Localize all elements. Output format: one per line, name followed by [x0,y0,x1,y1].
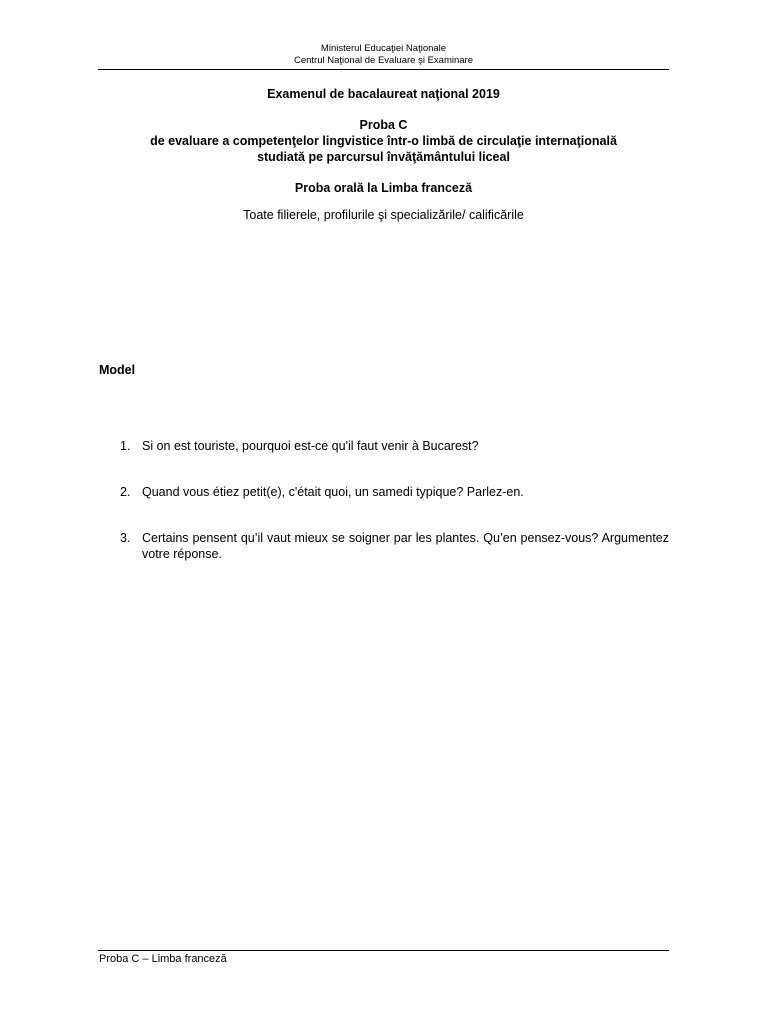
proba-name: Proba C [359,118,408,132]
footer-divider [98,950,669,951]
proba-title [98,117,669,165]
proba-description-line1: de evaluare a competenţelor lingvistice într-o limbă de circulaţie internaţională [150,134,617,148]
exam-name: Examenul de bacalaureat naţional 2019 [267,87,500,101]
question-item [99,484,669,500]
page-footer: Proba C – Limba franceză [99,953,227,965]
question-item [99,530,669,562]
question-number: 3. [120,531,131,545]
model-label: Model [99,363,136,377]
question-item [99,438,669,454]
question-text: Quand vous étiez petit(e), c'était quoi, un samedi typique? Parlez-en. [142,485,524,499]
header-divider [98,69,669,70]
scope-subtitle: Toate filierele, profilurile şi specializările/ calificările [243,208,524,222]
question-number: 1. [120,439,131,453]
question-number: 2. [120,485,131,499]
oral-exam-name: Proba orală la Limba franceză [294,181,473,195]
question-text: Si on est touriste, pourquoi est-ce qu'il faut venir à Bucarest? [142,439,479,453]
page-header [98,43,669,67]
question-list [99,438,669,592]
proba-description-line2: studiată pe parcursul învăţământului liceal [257,150,510,164]
oral-title [98,180,669,196]
question-text: Certains pensent qu’il vaut mieux se soigner par les plantes. Qu’en pensez-vous? Argumentez votre réponse. [142,531,669,561]
exam-title [98,86,669,102]
header-center: Centrul Naţional de Evaluare şi Examinare [293,55,473,66]
header-ministry: Ministerul Educaţiei Naţionale [320,43,447,54]
